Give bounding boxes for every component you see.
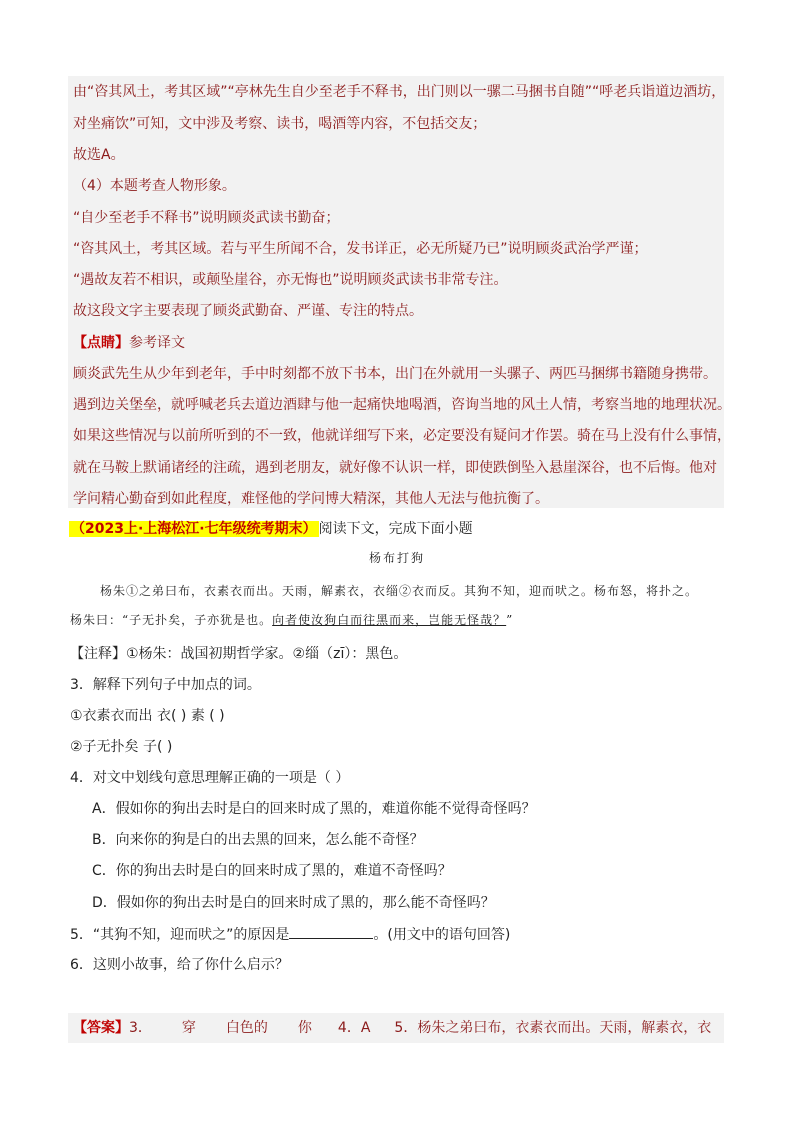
notes: 【注释】①杨朱：战国初期哲学家。②缁（zī）：黑色。 — [70, 646, 408, 662]
question-5-text: 5．“其狗不知，迎而吠之”的原因是 — [70, 927, 290, 943]
question-5 — [70, 926, 510, 943]
passage-text: 杨朱曰：“子无扑矣，子亦犹是也。 — [70, 613, 273, 627]
option-b: B．向来你的狗是白的出去黑的回来，怎么能不奇怪？ — [92, 832, 424, 848]
tip-text: 参考译文 — [129, 335, 185, 351]
passage-paragraph: 杨朱①之弟曰布，衣素衣而出。天雨，解素衣，衣缁②衣而反。其狗不知，迎而吠之。杨布怒，将扑之。 — [100, 584, 699, 598]
question-3b: ②子无扑矣 子( ) — [70, 739, 173, 755]
question-4: 4．对文中划线句意思理解正确的一项是（ ） — [70, 770, 350, 786]
passage-text: ” — [506, 613, 514, 627]
analysis-line: 由“咨其风土，考其区域”“亭林先生自少至老手不释书，出门则以一骡二马捆书自随”“呼老兵诣道边酒坊， — [73, 84, 726, 100]
tip-heading — [73, 335, 185, 351]
analysis-line: 对坐痛饮”可知，文中涉及考察、读书，喝酒等内容，不包括交友； — [73, 116, 487, 132]
analysis-line: “咨其风土，考其区域。若与平生所闻不合，发书详正，必无所疑乃已”说明顾炎武治学严谨； — [73, 241, 648, 257]
answer-tag: 【答案】 — [73, 1020, 129, 1036]
option-c: C．你的狗出去时是白的回来时成了黑的，难道不奇怪吗？ — [92, 863, 452, 879]
option-d: D．假如你的狗出去时是白的回来时成了黑的，那么能不奇怪吗？ — [92, 895, 495, 911]
translation-line: 学问精心勤奋到如此程度，难怪他的学问博大精深，其他人无法与他抗衡了。 — [73, 491, 549, 507]
translation-line: 如果这些情况与以前所听到的不一致，他就详细写下来，必定要没有疑问才作罢。骑在马上没有什么事情， — [73, 428, 731, 444]
analysis-line: “自少至老手不释书”说明顾炎武读书勤奋； — [73, 210, 340, 226]
option-a: A．假如你的狗出去时是白的回来时成了黑的，难道你能不觉得奇怪吗？ — [92, 801, 536, 817]
question-6: 6．这则小故事，给了你什么启示？ — [70, 957, 289, 973]
answer-4: 4．A — [337, 1020, 371, 1036]
question-3: 3．解释下列句子中加点的词。 — [70, 677, 261, 693]
source-instruction: 阅读下文，完成下面小题 — [318, 521, 473, 537]
answer-blank[interactable] — [289, 926, 373, 939]
tip-tag: 【点睛】 — [73, 335, 129, 351]
answer-5: 5．杨朱之弟曰布，衣素衣而出。天雨，解素衣，衣 — [394, 1020, 712, 1036]
analysis-line: “遇故友若不相识，或颠坠崖谷，亦无悔也”说明顾炎武读书非常专注。 — [73, 272, 508, 288]
answer-3-1: 穿 — [181, 1020, 196, 1036]
analysis-line: 故这段文字主要表现了顾炎武勤奋、严谨、专注的特点。 — [73, 303, 423, 319]
passage-title: 杨布打狗 — [368, 551, 425, 565]
analysis-line: 故选A。 — [73, 147, 125, 163]
question-source — [69, 519, 473, 539]
source-tag: （2023上·上海松江·七年级统考期末） — [71, 521, 317, 537]
translation-line: 就在马鞍上默诵诸经的注疏，遇到老朋友，就好像不认识一样，即使跌倒坠入悬崖深谷，也不后悔。他对 — [73, 460, 717, 476]
answer-3-3: 你 — [297, 1020, 312, 1036]
question-5-suffix: 。(用文中的语句回答) — [373, 927, 511, 943]
analysis-line: （4）本题考查人物形象。 — [73, 178, 236, 194]
translation-line: 遇到边关堡垒，就呼喊老兵去道边酒肆与他一起痛快地喝酒，咨询当地的风土人情，考察当地的地理状况。 — [73, 397, 731, 413]
passage-paragraph — [70, 613, 513, 627]
answer-3-2: 白色的 — [225, 1020, 268, 1036]
underlined-sentence: 向者使汝狗白而往黑而来，岂能无怪哉？ — [272, 613, 507, 627]
translation-line: 顾炎武先生从少年到老年，手中时刻都不放下书本，出门在外就用一头骡子、两匹马捆绑书籍随身携带。 — [73, 366, 717, 382]
answer-line — [73, 1019, 711, 1037]
question-3a: ①衣素衣而出 衣( ) 素 ( ) — [70, 708, 225, 724]
answer-3-number: 3． — [129, 1020, 152, 1036]
